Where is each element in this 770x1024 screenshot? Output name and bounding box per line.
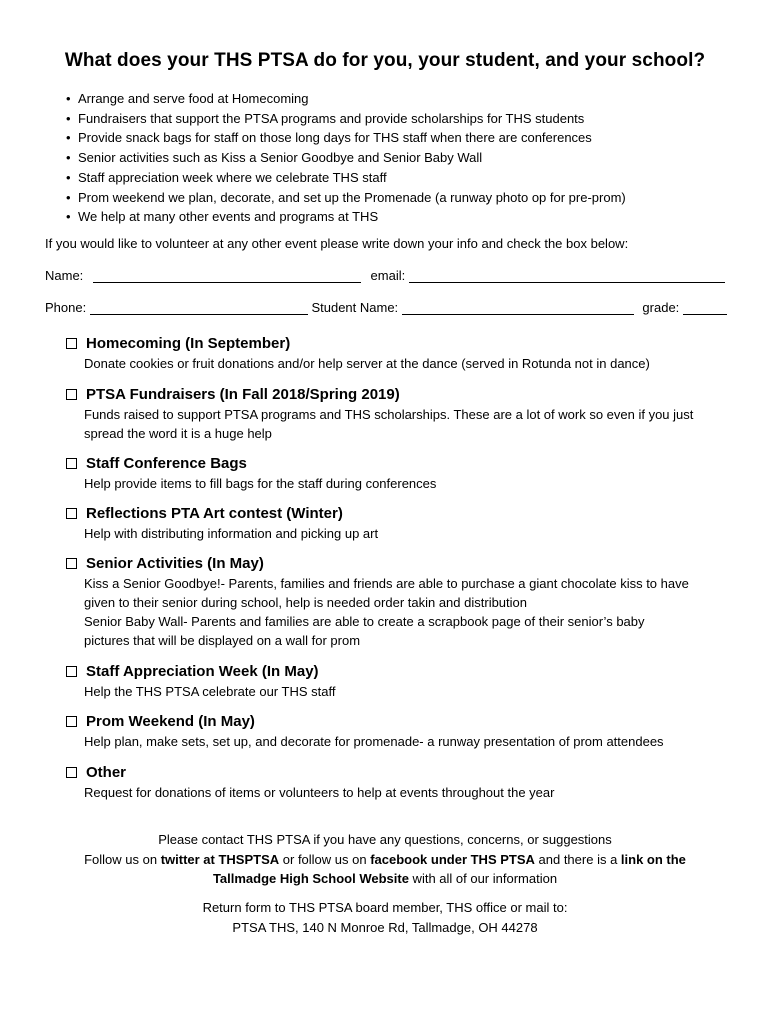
phone-label: Phone:: [45, 300, 87, 315]
website-name: Tallmadge High School Website: [212, 871, 409, 886]
grade-label: grade:: [642, 300, 680, 315]
name-label: Name:: [45, 268, 84, 283]
section-reflections: [64, 503, 734, 543]
section-fundraisers: [64, 384, 734, 443]
email-field[interactable]: [409, 268, 725, 283]
section-title: Staff Appreciation Week (In May): [86, 662, 319, 680]
prom-weekend-checkbox[interactable]: [66, 716, 77, 727]
email-label: email:: [370, 268, 406, 283]
section-senior-activities: [64, 553, 734, 650]
section-desc: spread the word it is a huge help: [84, 426, 272, 441]
section-desc: given to their senior during school, help is needed order takin and distribution: [84, 595, 527, 610]
phone-field[interactable]: [90, 300, 308, 315]
conference-bags-checkbox[interactable]: [66, 458, 77, 469]
list-item: • Fundraisers that support the PTSA programs and provide scholarships for THS students: [66, 110, 585, 126]
return-footer: [0, 898, 770, 937]
section-desc: Request for donations of items or volunteers to help at events throughout the year: [84, 785, 555, 800]
volunteer-intro: If you would like to volunteer at any other event please write down your info and check the box below:: [45, 236, 629, 251]
section-title: Other: [86, 763, 127, 781]
section-desc: pictures that will be displayed on a wall for prom: [84, 633, 361, 648]
page-title: What does your THS PTSA do for you, your student, and your school?: [64, 50, 706, 71]
name-email-row: [45, 268, 725, 286]
list-item: • Arrange and serve food at Homecoming: [66, 91, 309, 106]
section-conference-bags: [64, 453, 734, 493]
section-desc: Help plan, make sets, set up, and decorate for promenade- a runway presentation of prom attendees: [84, 734, 664, 749]
fundraisers-checkbox[interactable]: [66, 389, 77, 400]
follow-line-2: Tallmadge High School Website with all of our information: [212, 871, 558, 886]
grade-field[interactable]: [683, 300, 727, 315]
section-prom-weekend: [64, 711, 734, 751]
list-item: • Prom weekend we plan, decorate, and set up the Promenade (a runway photo op for pre-prom): [66, 189, 626, 205]
section-staff-appreciation: [64, 661, 734, 701]
staff-appreciation-checkbox[interactable]: [66, 666, 77, 677]
contact-footer: [0, 830, 770, 889]
other-checkbox[interactable]: [66, 767, 77, 778]
section-title: Prom Weekend (In May): [86, 712, 255, 730]
senior-activities-checkbox[interactable]: [66, 558, 77, 569]
homecoming-checkbox[interactable]: [66, 338, 77, 349]
contact-line: Please contact THS PTSA if you have any questions, concerns, or suggestions: [158, 832, 612, 847]
section-title: Senior Activities (In May): [86, 554, 264, 572]
section-desc: Help with distributing information and picking up art: [84, 526, 379, 541]
list-item: • Provide snack bags for staff on those long days for THS staff when there are conferences: [66, 130, 592, 146]
section-title: Reflections PTA Art contest (Winter): [86, 504, 343, 522]
section-title: PTSA Fundraisers (In Fall 2018/Spring 2019): [86, 385, 400, 403]
section-desc: Help the THS PTSA celebrate our THS staff: [84, 684, 336, 699]
section-desc: Funds raised to support PTSA programs and THS scholarships. These are a lot of work so even if you just: [84, 407, 694, 422]
section-other: [64, 762, 734, 802]
list-item: • Senior activities such as Kiss a Senior Goodbye and Senior Baby Wall: [66, 150, 483, 166]
section-desc: Donate cookies or fruit donations and/or help server at the dance (served in Rotunda not in dance): [84, 356, 650, 371]
mailing-address: PTSA THS, 140 N Monroe Rd, Tallmadge, OH 44278: [232, 919, 538, 935]
section-title: Staff Conference Bags: [86, 454, 247, 472]
follow-line: Follow us on twitter at THSPTSA or follow us on facebook under THS PTSA and there is a link on the: [84, 851, 686, 867]
section-title: Homecoming (In September): [86, 334, 291, 352]
student-name-field[interactable]: [402, 300, 634, 315]
section-desc: Kiss a Senior Goodbye!- Parents, families and friends are able to purchase a giant chocolate kiss to have: [84, 576, 689, 591]
phone-student-row: [45, 300, 727, 318]
services-list: [66, 89, 626, 227]
facebook-handle: facebook under THS PTSA: [370, 851, 535, 867]
twitter-handle: twitter at THSPTSA: [160, 851, 280, 867]
section-homecoming: [64, 333, 734, 373]
website-link-text: link on the: [620, 851, 686, 867]
list-item: • Staff appreciation week where we celebrate THS staff: [66, 169, 387, 185]
student-name-label: Student Name:: [311, 300, 399, 315]
section-desc: Senior Baby Wall- Parents and families are able to create a scrapbook page of their senior’s baby: [84, 614, 645, 629]
name-field[interactable]: [93, 268, 361, 283]
section-desc: Help provide items to fill bags for the staff during conferences: [84, 476, 437, 491]
return-line: Return form to THS PTSA board member, THS office or mail to:: [202, 900, 568, 915]
list-item: • We help at many other events and programs at THS: [66, 209, 379, 225]
reflections-checkbox[interactable]: [66, 508, 77, 519]
